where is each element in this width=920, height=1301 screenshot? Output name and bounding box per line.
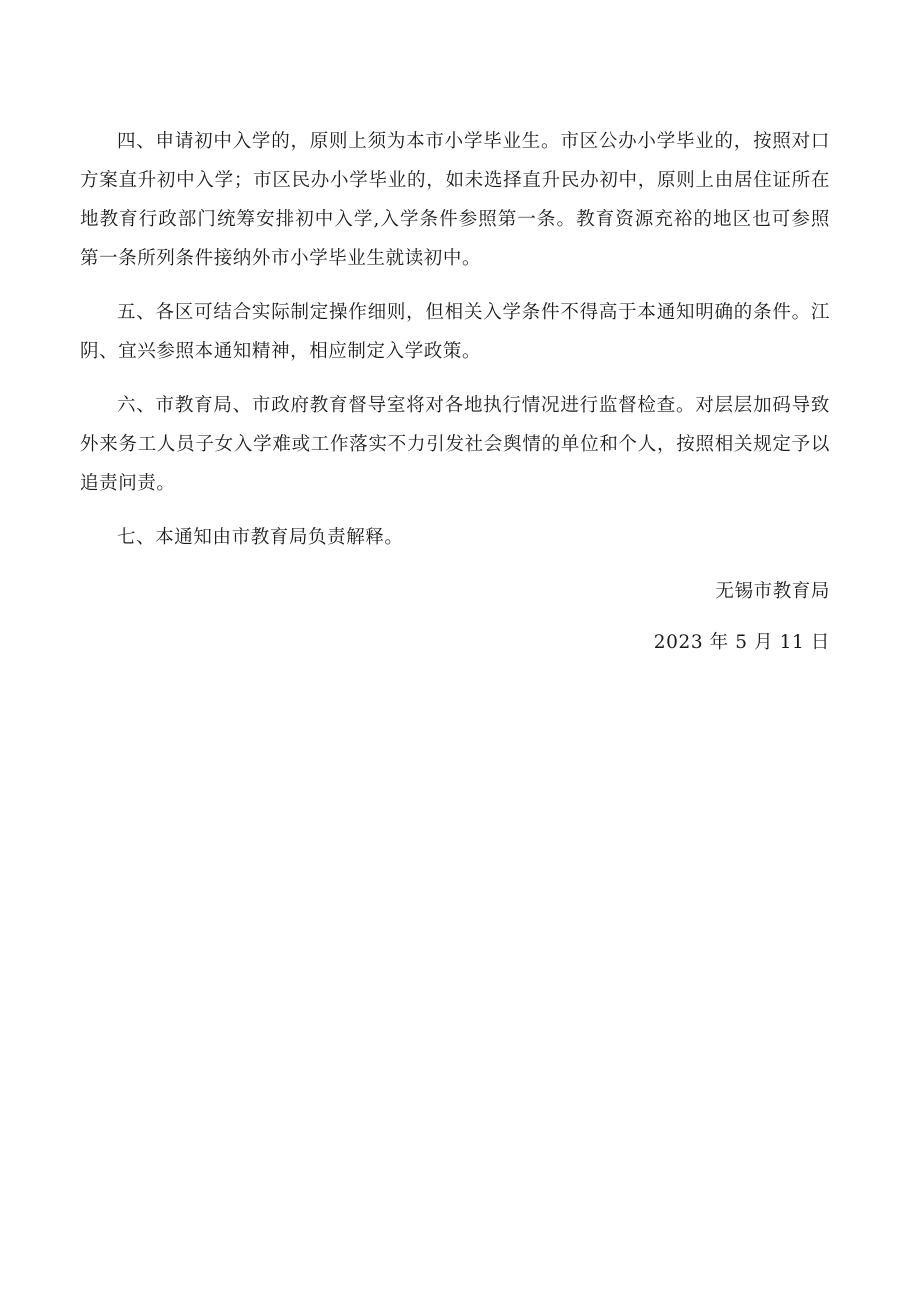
paragraph-seven: 七、本通知由市教育局负责解释。 bbox=[117, 527, 404, 548]
issuer-signature: 无锡市教育局 bbox=[715, 581, 830, 602]
paragraph-four: 四、申请初中入学的，原则上须为本市小学毕业生。市区公办小学毕业的，按照对口方案直升初中入学；市区民办小学毕业的，如未选择直升民办初中，原则上由居住证所在地教育行政部门统筹安排初中入学,入学条件参照第一条。教育资源充裕的地区也可参照第一条所列条件接纳外市小学毕业生就读初中。 bbox=[80, 131, 830, 269]
paragraph-six: 六、市教育局、市政府教育督导室将对各地执行情况进行监督检查。对层层加码导致外来务工人员子女入学难或工作落实不力引发社会舆情的单位和个人，按照相关规定予以追责问责。 bbox=[80, 395, 830, 494]
paragraph-five: 五、各区可结合实际制定操作细则，但相关入学条件不得高于本通知明确的条件。江阴、宜兴参照本通知精神，相应制定入学政策。 bbox=[80, 302, 830, 362]
issue-date: 2023 年 5 月 11 日 bbox=[653, 632, 830, 653]
document-body bbox=[80, 122, 830, 662]
